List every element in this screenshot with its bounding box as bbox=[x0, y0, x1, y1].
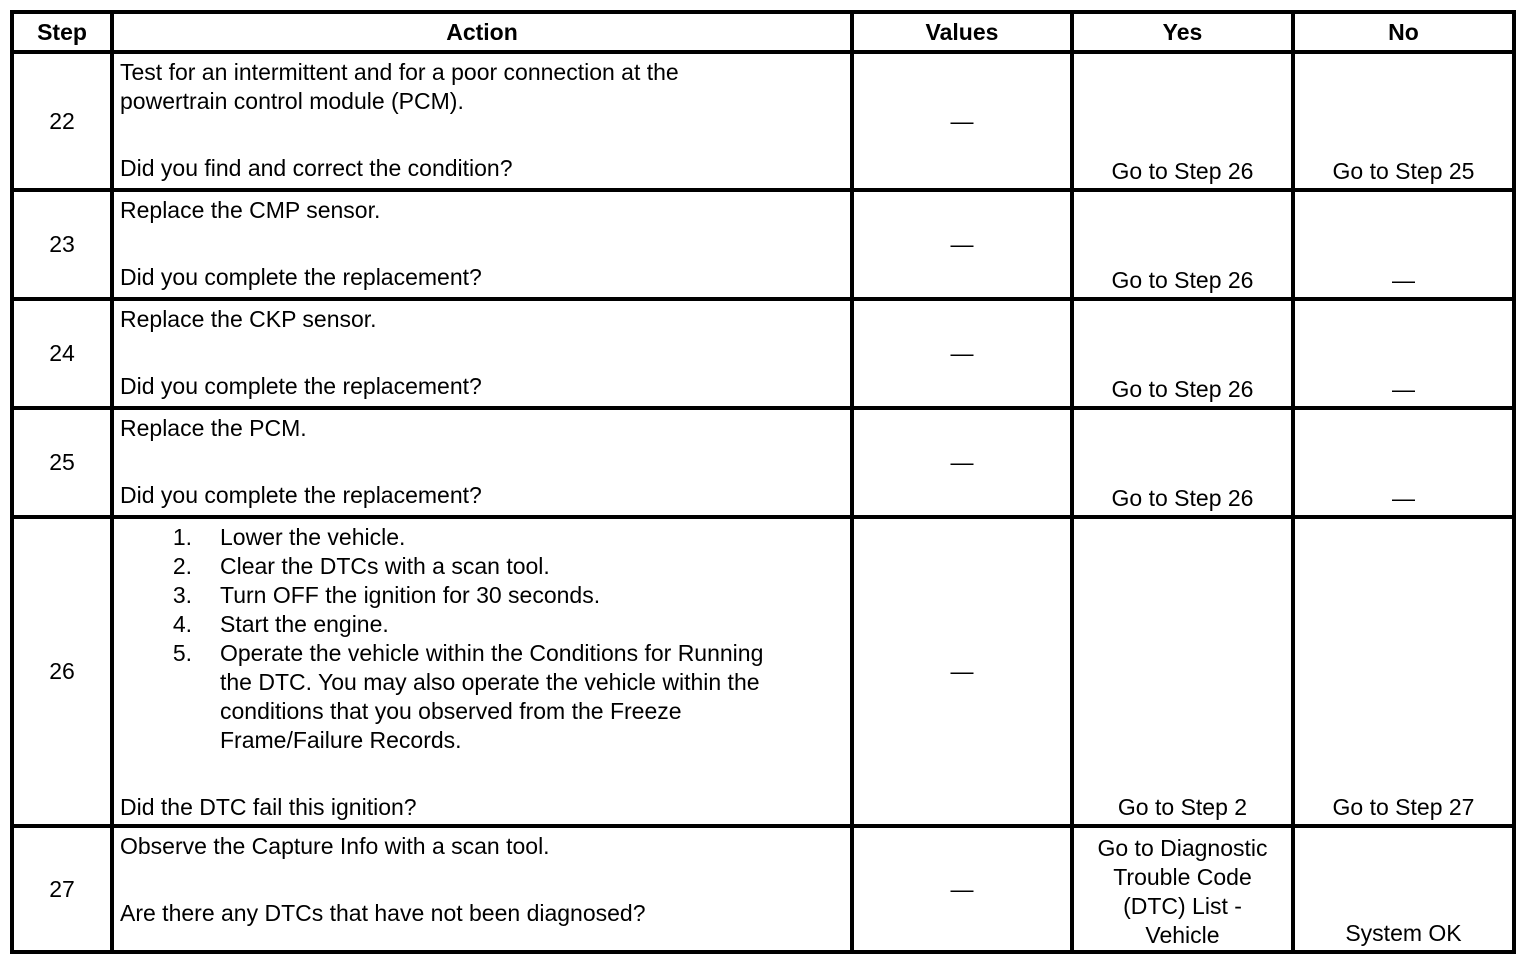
list-item bbox=[120, 610, 844, 639]
list-text: Operate the vehicle within the Conditions for Running bbox=[220, 640, 764, 666]
table-row bbox=[12, 517, 1514, 826]
step-number: 24 bbox=[12, 299, 112, 408]
diagnostic-table bbox=[10, 10, 1516, 954]
yes-cell bbox=[1072, 826, 1293, 952]
action-cell bbox=[112, 190, 852, 299]
yes-text: Trouble Code bbox=[1113, 864, 1252, 890]
list-text: the DTC. You may also operate the vehicle within the bbox=[220, 669, 760, 695]
values-cell: — bbox=[852, 517, 1072, 826]
question-text: Did you find and correct the condition? bbox=[120, 155, 513, 181]
step-number: 23 bbox=[12, 190, 112, 299]
header-step: Step bbox=[12, 12, 112, 52]
list-text: Turn OFF the ignition for 30 seconds. bbox=[220, 582, 601, 608]
no-cell: — bbox=[1293, 190, 1514, 299]
values-cell: — bbox=[852, 299, 1072, 408]
list-number: 4. bbox=[172, 611, 192, 637]
action-cell bbox=[112, 52, 852, 190]
table-row bbox=[12, 408, 1514, 517]
header-action: Action bbox=[112, 12, 852, 52]
action-steps-list bbox=[120, 523, 844, 755]
no-cell: Go to Step 25 bbox=[1293, 52, 1514, 190]
table-row bbox=[12, 826, 1514, 952]
table-row bbox=[12, 190, 1514, 299]
list-item bbox=[120, 581, 844, 610]
action-cell bbox=[112, 408, 852, 517]
action-text: Replace the PCM. bbox=[120, 415, 307, 441]
step-number: 22 bbox=[12, 52, 112, 190]
yes-text: (DTC) List - bbox=[1123, 893, 1242, 919]
list-text: Clear the DTCs with a scan tool. bbox=[220, 553, 550, 579]
yes-cell: Go to Step 26 bbox=[1072, 190, 1293, 299]
table-row bbox=[12, 52, 1514, 190]
yes-cell: Go to Step 2 bbox=[1072, 517, 1293, 826]
list-text: Start the engine. bbox=[220, 611, 389, 637]
values-cell: — bbox=[852, 52, 1072, 190]
values-cell: — bbox=[852, 826, 1072, 952]
header-row bbox=[12, 12, 1514, 52]
yes-cell: Go to Step 26 bbox=[1072, 52, 1293, 190]
yes-cell: Go to Step 26 bbox=[1072, 299, 1293, 408]
action-text: powertrain control module (PCM). bbox=[120, 88, 464, 114]
yes-text: Vehicle bbox=[1145, 922, 1220, 948]
list-item bbox=[120, 552, 844, 581]
values-cell: — bbox=[852, 408, 1072, 517]
question-text: Did the DTC fail this ignition? bbox=[120, 794, 417, 820]
header-yes: Yes bbox=[1072, 12, 1293, 52]
action-cell bbox=[112, 517, 852, 826]
table-row bbox=[12, 299, 1514, 408]
yes-cell: Go to Step 26 bbox=[1072, 408, 1293, 517]
step-number: 25 bbox=[12, 408, 112, 517]
no-cell: — bbox=[1293, 408, 1514, 517]
action-text: Replace the CKP sensor. bbox=[120, 306, 377, 332]
yes-text: Go to Diagnostic bbox=[1097, 835, 1268, 861]
action-cell bbox=[112, 826, 852, 952]
list-number: 2. bbox=[172, 553, 192, 579]
question-text: Did you complete the replacement? bbox=[120, 264, 482, 290]
action-text: Observe the Capture Info with a scan tool. bbox=[120, 833, 550, 859]
list-text: Frame/Failure Records. bbox=[220, 727, 462, 753]
list-number: 5. bbox=[172, 640, 192, 666]
no-cell: System OK bbox=[1293, 826, 1514, 952]
header-no: No bbox=[1293, 12, 1514, 52]
no-cell: — bbox=[1293, 299, 1514, 408]
question-text: Did you complete the replacement? bbox=[120, 482, 482, 508]
action-text: Test for an intermittent and for a poor connection at the bbox=[120, 59, 679, 85]
values-cell: — bbox=[852, 190, 1072, 299]
step-number: 27 bbox=[12, 826, 112, 952]
no-cell: Go to Step 27 bbox=[1293, 517, 1514, 826]
action-text: Replace the CMP sensor. bbox=[120, 197, 381, 223]
list-number: 3. bbox=[172, 582, 192, 608]
list-item bbox=[120, 639, 844, 755]
list-text: Lower the vehicle. bbox=[220, 524, 406, 550]
header-values: Values bbox=[852, 12, 1072, 52]
list-text: conditions that you observed from the Freeze bbox=[220, 698, 682, 724]
list-item bbox=[120, 523, 844, 552]
question-text: Did you complete the replacement? bbox=[120, 373, 482, 399]
question-text: Are there any DTCs that have not been diagnosed? bbox=[120, 900, 646, 926]
action-cell bbox=[112, 299, 852, 408]
step-number: 26 bbox=[12, 517, 112, 826]
list-number: 1. bbox=[172, 524, 192, 550]
